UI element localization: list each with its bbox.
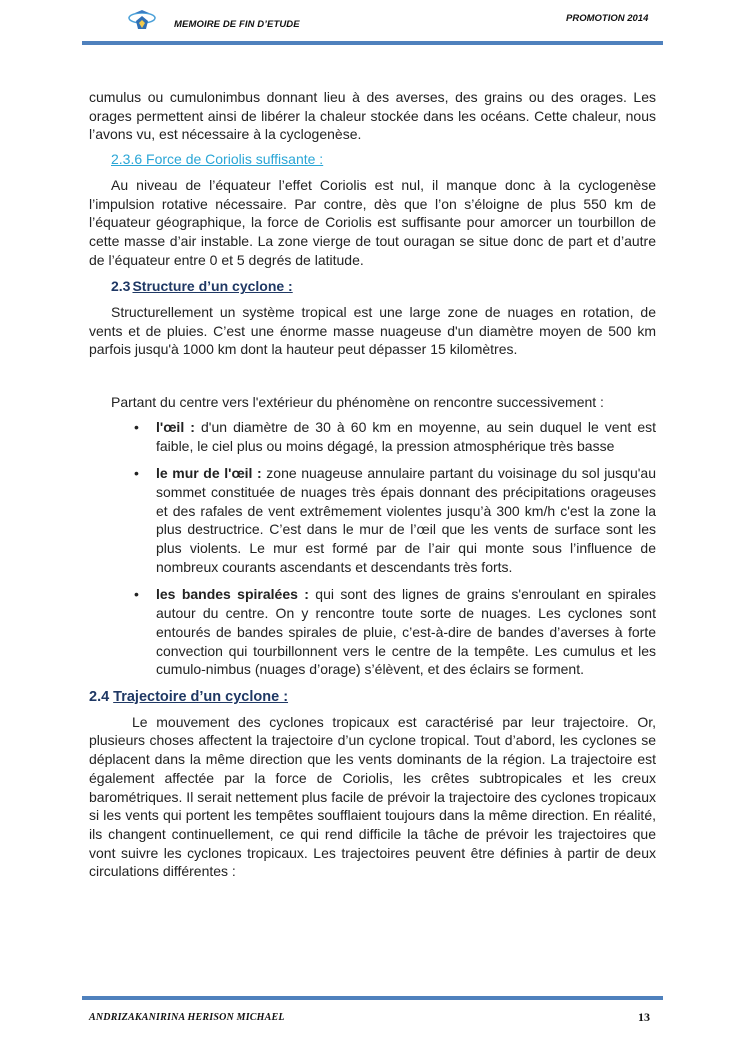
bullet-icon: • bbox=[134, 418, 139, 435]
subsection-heading-coriolis: 2.3.6 Force de Coriolis suffisante : bbox=[111, 151, 324, 168]
list-item-text: qui sont des lignes de grains s'enroulant en spirales autour du centre. On y rencontre toute sorte de nuages. Les cyclones sont entourés de bandes spirales de pluie, c’est-à-dire de bandes d’averses à forte convection qui tourbillonnent vers le centre de la tempête. Les cumulus et les cumulo-nimbus (nuages d’orage) s’élèvent, et des éclairs se forment. bbox=[156, 586, 656, 678]
section-number: 2.3 bbox=[111, 278, 131, 295]
paragraph-structure: Structurellement un système tropical est une large zone de nuages en rotation, de vents et de pluies. C’est une énorme masse nuageuse d'un diamètre moyen de 500 km parfois jusqu'à 1000 km dont la hauteur peut dépasser 15 kilomètres. bbox=[89, 304, 656, 358]
list-item bbox=[89, 585, 656, 679]
header-title: MEMOIRE DE FIN D’ETUDE bbox=[174, 19, 300, 30]
footer-author: ANDRIZAKANIRINA HERISON MICHAEL bbox=[89, 1012, 285, 1023]
structure-list bbox=[89, 418, 656, 679]
list-item-term: les bandes spiralées : bbox=[156, 586, 309, 603]
section-heading-trajectoire bbox=[89, 688, 656, 707]
bullet-icon: • bbox=[134, 586, 139, 603]
paragraph-trajectoire: Le mouvement des cyclones tropicaux est caractérisé par leur trajectoire. Or, plusieurs choses affectent la trajectoire d’un cyclone tropical. Tout d’abord, les cyclones se déplacent dans la même direction que les vents dominants de la région. La trajectoire est également affectée par la force de Coriolis, les crêtes subtropicales et les creux barométriques. Il serait nettement plus facile de prévoir la trajectoire des cyclones tropicaux si les vents qui portent les tempêtes soufflaient toujours dans la même direction. En réalité, ils changent continuellement, ce qui rend difficile la tâche de prévoir les trajectoires que vont suivre les cyclones tropicaux. Les trajectoires peuvent être définies à partir de deux circulations différentes : bbox=[89, 713, 656, 880]
header-promotion: PROMOTION 2014 bbox=[566, 13, 649, 24]
section-number: 2.4 bbox=[89, 688, 110, 705]
page-number: 13 bbox=[638, 1010, 650, 1024]
page-body bbox=[89, 88, 656, 881]
bullet-icon: • bbox=[134, 465, 139, 482]
section-title: Trajectoire d’un cyclone : bbox=[113, 688, 289, 705]
paragraph-coriolis: Au niveau de l’équateur l’effet Coriolis est nul, il manque donc à la cyclogenèse l’impulsion rotative nécessaire. Par contre, dès que l’on s’éloigne de plus 550 km de l’équateur géographique, la force de Coriolis est suffisante pour amorcer un tourbillon de cette masse d’air instable. La zone vierge de tout ouragan se situe donc de part et d’autre de l’équateur entre 0 et 5 degrés de latitude. bbox=[89, 176, 656, 268]
header-rule bbox=[82, 41, 663, 45]
list-item-text: zone nuageuse annulaire partant du voisinage du sol jusqu'au sommet constituée de nuages très épais donnant des précipitations orageuses et des rafales de vent extrêmement violentes jusqu’à 300 km/h c'est la zone la plus destructrice. C’est dans le mur de l’œil que les vents de surface sont les plus violents. Le mur est formé par de l’air qui monte sous l’influence de nombreux courants ascendants et descendants très forts. bbox=[156, 465, 656, 575]
list-item bbox=[89, 418, 656, 455]
list-item-term: l'œil : bbox=[156, 418, 195, 435]
spacer bbox=[89, 359, 656, 393]
section-title: Structure d’un cyclone : bbox=[132, 278, 293, 295]
list-item-text: d'un diamètre de 30 à 60 km en moyenne, au sein duquel le vent est faible, le ciel plus ou moins dégagé, la pression atmosphérique très basse bbox=[156, 418, 656, 454]
list-item-term: le mur de l'œil : bbox=[156, 465, 262, 482]
university-logo-icon bbox=[127, 9, 157, 31]
footer-rule bbox=[82, 996, 663, 1000]
paragraph-intro: cumulus ou cumulonimbus donnant lieu à des averses, des grains ou des orages. Les orages permettent ainsi de libérer la chaleur stockée dans les océans. Cette chaleur, nous l’avons vu, est nécessaire à la cyclogenèse. bbox=[89, 89, 656, 143]
paragraph-partant: Partant du centre vers l'extérieur du phénomène on rencontre successivement : bbox=[111, 394, 604, 411]
section-heading-structure bbox=[111, 277, 656, 296]
list-item bbox=[89, 464, 656, 576]
